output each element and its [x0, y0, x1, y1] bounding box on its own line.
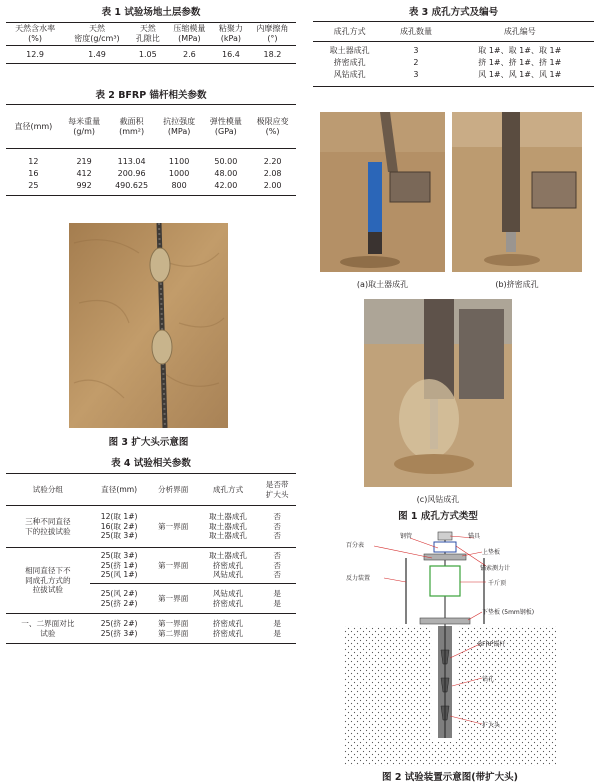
figure1b-photo — [452, 112, 582, 272]
table4-cell: 第一界面 — [157, 521, 189, 531]
table1 — [6, 22, 296, 64]
table4-cell: 第一界面 — [149, 584, 198, 614]
table4-header: 直径(mm) — [101, 484, 138, 494]
table4-cell: 25(挤 2#) 25(挤 3#) — [100, 619, 138, 638]
table2-cell: 12 — [28, 157, 39, 166]
figure1-caption: 图 1 成孔方式类型 — [398, 511, 478, 522]
label-lower-plate: 下垫板 (5mm钢板) — [482, 609, 535, 616]
table1-header: 天然 孔隙比 — [135, 24, 160, 43]
table1-header: 天然 密度(g/cm³) — [74, 24, 120, 43]
table4-cell: 风钻成孔 挤密成孔 — [198, 584, 259, 614]
table-row — [6, 180, 296, 196]
table1-header: 粘聚力 (kPa) — [218, 24, 243, 43]
table2-cell: 25 — [28, 181, 39, 190]
table2-cell: 200.96 — [117, 169, 146, 178]
table3-header: 成孔编号 — [503, 26, 536, 36]
table4-cell: 是 是 — [258, 584, 296, 614]
table4-cell: 否 否 否 — [273, 512, 281, 541]
table4-cell: 否 否 否 — [273, 551, 281, 580]
table2-cell: 42.00 — [214, 181, 238, 190]
table4-caption: 表 4 试验相关参数 — [111, 458, 191, 469]
table2-cell: 2.20 — [263, 157, 282, 166]
figure1c-photo — [364, 299, 512, 487]
table1-header-row — [6, 23, 296, 46]
table2-cell: 2.00 — [263, 181, 282, 190]
figure1c-subcaption: (c)风钻成孔 — [416, 495, 460, 504]
table2-cell: 412 — [76, 169, 92, 178]
table1-header: 压缩模量 (MPa) — [173, 24, 206, 43]
table2-cell: 800 — [171, 181, 187, 190]
table3-cell: 挤 1#、挤 1#、挤 1# — [478, 58, 562, 67]
table3-header: 成孔数量 — [399, 26, 432, 36]
label-borehole: 钻孔 — [482, 676, 495, 683]
table1-cell: 18.2 — [263, 49, 282, 59]
table3-cell: 风 1#、风 1#、风 1# — [478, 70, 562, 79]
table2-cell: 1100 — [168, 157, 190, 166]
table2-header: 抗拉强度 (MPa) — [163, 116, 196, 136]
table2-caption: 表 2 BFRP 锚杆相关参数 — [95, 90, 207, 101]
table2 — [6, 104, 296, 196]
table4-cell: 12(取 1#) 16(取 2#) 25(取 3#) — [100, 512, 138, 541]
figure2-diagram — [344, 528, 556, 766]
label-bfrp-bolt: BFRP锚杆 — [478, 641, 506, 648]
table3-header-row — [313, 22, 594, 42]
table4-header: 成孔方式 — [212, 484, 244, 494]
table4-group-name: 相同直径下不 同成孔方式的 拉拔试验 — [6, 548, 90, 614]
table4-group-name: 一、二界面对比 试验 — [21, 619, 75, 638]
table4-cell: 25(取 3#) 25(挤 1#) 25(风 1#) — [100, 551, 138, 580]
table2-header: 每米重量 (g/m) — [68, 116, 101, 136]
table3-caption: 表 3 成孔方式及编号 — [408, 7, 499, 18]
table1-cell: 12.9 — [26, 49, 44, 59]
table4-header-row — [6, 474, 296, 506]
figure1a-photo — [320, 112, 445, 272]
table3-cell: 风钻成孔 — [333, 70, 366, 79]
table3-cell: 挤密成孔 — [333, 58, 366, 67]
table2-cell: 490.625 — [115, 181, 149, 190]
table-row — [6, 149, 296, 169]
table3-cell: 取 1#、取 1#、取 1# — [478, 46, 562, 55]
table3-cell: 取土器成孔 — [329, 46, 370, 55]
table4-cell: 是 是 — [273, 619, 281, 638]
figure2-caption: 图 2 试验装置示意图(带扩大头) — [382, 772, 518, 783]
table2-header-row — [6, 105, 296, 149]
table-row — [313, 69, 594, 87]
table4-cell: 第一界面 第二界面 — [157, 619, 189, 638]
table-row — [313, 57, 594, 69]
table3-cell: 3 — [413, 70, 419, 79]
table2-cell: 1000 — [168, 169, 190, 178]
table1-cell: 2.6 — [182, 49, 196, 59]
table4-group-name: 三种不同直径 下的拉拔试验 — [25, 517, 71, 536]
table1-cell: 1.49 — [88, 49, 106, 59]
table1-header: 天然含水率 (%) — [15, 24, 56, 43]
label-dial-gauge: 百分表 — [346, 542, 365, 549]
label-load-cell: 锚索测力计 — [480, 565, 511, 572]
table-row — [313, 42, 594, 58]
table3 — [313, 21, 594, 87]
table2-cell: 50.00 — [214, 157, 238, 166]
table4 — [6, 473, 296, 644]
label-jack: 千斤顶 — [488, 580, 507, 587]
figure3-photo — [69, 223, 228, 428]
label-anchor: 锚具 — [468, 533, 481, 540]
table3-cell: 2 — [413, 58, 419, 67]
table1-caption: 表 1 试验场地土层参数 — [101, 7, 201, 18]
table-row — [6, 168, 296, 180]
table3-header: 成孔方式 — [333, 26, 366, 36]
table2-header: 弹性模量 (GPa) — [209, 116, 242, 136]
table2-header: 极限应变 (%) — [256, 116, 289, 136]
table2-header: 截面积 (mm²) — [119, 116, 145, 136]
figure1b-subcaption: (b)挤密成孔 — [495, 280, 539, 289]
table2-cell: 48.00 — [214, 169, 238, 178]
table3-cell: 3 — [413, 46, 419, 55]
label-enlarged-head: 扩大头 — [482, 722, 501, 729]
table4-cell: 第一界面 — [157, 560, 189, 570]
table-row — [6, 548, 296, 584]
table4-cell: 挤密成孔 挤密成孔 — [212, 619, 244, 638]
table2-cell: 2.08 — [263, 169, 282, 178]
figure3-caption: 图 3 扩大头示意图 — [108, 437, 189, 448]
table2-cell: 16 — [28, 169, 39, 178]
label-upper-plate: 上垫板 — [482, 549, 501, 556]
figure1a-subcaption: (a)取土器成孔 — [356, 280, 409, 289]
table4-cell: 取土器成孔 取土器成孔 取土器成孔 — [209, 512, 248, 541]
table1-cell: 1.05 — [138, 49, 157, 59]
table4-header: 分析界面 — [157, 484, 189, 494]
table-row — [6, 614, 296, 644]
table2-header: 直径(mm) — [14, 121, 53, 131]
label-steel-pipe: 钢管 — [400, 533, 413, 540]
table1-header: 内摩擦角 (°) — [256, 24, 289, 43]
table1-cell: 16.4 — [221, 49, 240, 59]
table1-row — [6, 46, 296, 64]
table4-header: 是否带 扩大头 — [265, 480, 289, 499]
label-reaction-device: 反力装置 — [346, 575, 371, 582]
table4-cell: 25(风 2#) 25(挤 2#) — [90, 584, 149, 614]
table4-header: 试验分组 — [32, 484, 64, 494]
table2-cell: 113.04 — [117, 157, 146, 166]
table2-cell: 219 — [76, 157, 92, 166]
table2-cell: 992 — [76, 181, 92, 190]
table4-cell: 取土器成孔 挤密成孔 风钻成孔 — [209, 551, 248, 580]
table-row — [6, 506, 296, 548]
figure2-svg — [344, 528, 556, 766]
